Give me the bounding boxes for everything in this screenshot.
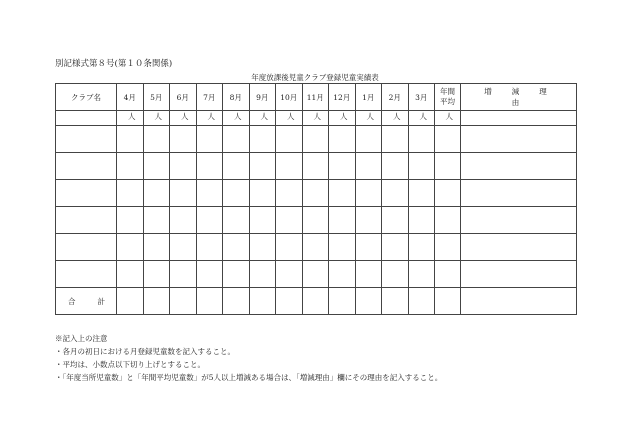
month-count-cell[interactable] xyxy=(143,126,170,153)
note-item: ・各月の初日における月登録児童数を記入すること。 xyxy=(55,347,235,356)
total-count-cell[interactable] xyxy=(276,288,303,315)
month-count-cell[interactable] xyxy=(143,180,170,207)
month-count-cell[interactable] xyxy=(329,153,356,180)
month-count-cell[interactable] xyxy=(276,126,303,153)
total-count-cell[interactable] xyxy=(117,288,144,315)
month-count-cell[interactable] xyxy=(276,234,303,261)
unit-cell[interactable]: 人 xyxy=(117,111,144,126)
month-count-cell[interactable] xyxy=(302,153,329,180)
club-name-cell[interactable] xyxy=(56,234,117,261)
table-row xyxy=(56,207,577,234)
month-count-cell[interactable] xyxy=(355,234,382,261)
table-row xyxy=(56,261,577,288)
annual-average-header xyxy=(435,84,461,111)
unit-cell[interactable]: 人 xyxy=(249,111,276,126)
month-count-cell[interactable] xyxy=(302,180,329,207)
month-count-cell[interactable] xyxy=(196,234,223,261)
table-row xyxy=(56,153,577,180)
month-count-cell[interactable] xyxy=(249,234,276,261)
month-count-cell[interactable] xyxy=(329,126,356,153)
month-count-cell[interactable] xyxy=(329,261,356,288)
unit-cell[interactable]: 人 xyxy=(408,111,435,126)
unit-cell[interactable]: 人 xyxy=(170,111,197,126)
club-name-cell[interactable] xyxy=(56,207,117,234)
month-count-cell[interactable] xyxy=(196,126,223,153)
month-count-cell[interactable] xyxy=(117,234,144,261)
unit-cell[interactable]: 人 xyxy=(302,111,329,126)
month-count-cell[interactable] xyxy=(170,153,197,180)
month-count-cell[interactable] xyxy=(223,180,250,207)
month-count-cell[interactable] xyxy=(329,234,356,261)
total-count-cell[interactable] xyxy=(329,288,356,315)
month-count-cell[interactable] xyxy=(355,153,382,180)
month-count-cell[interactable] xyxy=(117,207,144,234)
change-reason-cell[interactable] xyxy=(461,111,577,126)
change-reason-cell[interactable] xyxy=(461,153,577,180)
total-count-cell[interactable] xyxy=(196,288,223,315)
change-reason-cell[interactable] xyxy=(461,126,577,153)
unit-row xyxy=(56,111,577,126)
month-count-cell[interactable] xyxy=(249,126,276,153)
total-count-cell[interactable] xyxy=(170,288,197,315)
total-count-cell[interactable] xyxy=(355,288,382,315)
note-item: ・平均は、小数点以下切り上げとすること。 xyxy=(55,360,205,369)
month-count-cell[interactable] xyxy=(170,234,197,261)
club-name-cell[interactable] xyxy=(56,153,117,180)
month-count-cell[interactable] xyxy=(382,153,409,180)
month-header: 4月 xyxy=(117,84,144,111)
month-count-cell[interactable] xyxy=(249,180,276,207)
month-count-cell[interactable] xyxy=(196,180,223,207)
month-count-cell[interactable] xyxy=(276,180,303,207)
month-count-cell[interactable] xyxy=(329,180,356,207)
month-count-cell[interactable] xyxy=(355,126,382,153)
month-count-cell[interactable] xyxy=(223,207,250,234)
annual-average-cell[interactable] xyxy=(435,234,461,261)
month-count-cell[interactable] xyxy=(143,261,170,288)
month-count-cell[interactable] xyxy=(196,207,223,234)
table-body xyxy=(56,111,577,315)
month-count-cell[interactable] xyxy=(117,153,144,180)
month-count-cell[interactable] xyxy=(408,180,435,207)
annual-average-cell[interactable] xyxy=(435,261,461,288)
month-count-cell[interactable] xyxy=(408,234,435,261)
unit-cell[interactable]: 人 xyxy=(143,111,170,126)
club-name-cell[interactable] xyxy=(56,111,117,126)
month-count-cell[interactable] xyxy=(170,207,197,234)
month-count-cell[interactable] xyxy=(223,261,250,288)
header-row xyxy=(56,84,577,111)
club-name-cell[interactable] xyxy=(56,180,117,207)
club-name-header: クラブ名 xyxy=(56,84,117,111)
month-header: 8月 xyxy=(223,84,250,111)
month-header: 9月 xyxy=(249,84,276,111)
notes-section xyxy=(55,332,442,384)
month-count-cell[interactable] xyxy=(276,207,303,234)
month-header: 10月 xyxy=(276,84,303,111)
month-count-cell[interactable] xyxy=(223,126,250,153)
month-count-cell[interactable] xyxy=(329,207,356,234)
month-count-cell[interactable] xyxy=(117,261,144,288)
month-count-cell[interactable] xyxy=(249,261,276,288)
month-count-cell[interactable] xyxy=(408,261,435,288)
month-count-cell[interactable] xyxy=(382,234,409,261)
month-count-cell[interactable] xyxy=(355,207,382,234)
total-count-cell[interactable] xyxy=(302,288,329,315)
month-header: 7月 xyxy=(196,84,223,111)
month-count-cell[interactable] xyxy=(196,153,223,180)
total-count-cell[interactable] xyxy=(249,288,276,315)
change-reason-header: 増減理由 xyxy=(461,84,577,111)
total-label-b: 計 xyxy=(97,296,105,306)
total-count-cell[interactable] xyxy=(382,288,409,315)
change-reason-cell[interactable] xyxy=(461,261,577,288)
month-header: 2月 xyxy=(382,84,409,111)
registration-table xyxy=(55,83,577,315)
annual-average-cell[interactable] xyxy=(435,153,461,180)
month-count-cell[interactable] xyxy=(223,234,250,261)
total-count-cell[interactable] xyxy=(408,288,435,315)
month-count-cell[interactable] xyxy=(408,207,435,234)
month-header: 3月 xyxy=(408,84,435,111)
change-reason-cell[interactable] xyxy=(461,180,577,207)
total-count-cell[interactable] xyxy=(223,288,250,315)
club-name-cell[interactable] xyxy=(56,261,117,288)
note-item: ・「年度当所児童数」と「年間平均児童数」が5人以上増減ある場合は、「増減理由」欄にその理由を記入すること。 xyxy=(55,373,443,382)
month-count-cell[interactable] xyxy=(196,261,223,288)
unit-cell[interactable]: 人 xyxy=(382,111,409,126)
table-row xyxy=(56,234,577,261)
annual-average-cell[interactable] xyxy=(435,207,461,234)
total-average-cell[interactable] xyxy=(435,288,461,315)
month-count-cell[interactable] xyxy=(355,261,382,288)
month-count-cell[interactable] xyxy=(249,207,276,234)
annual-average-header-line2: 平均 xyxy=(440,97,455,106)
table-row xyxy=(56,126,577,153)
month-count-cell[interactable] xyxy=(382,261,409,288)
month-count-cell[interactable] xyxy=(223,153,250,180)
doc-title: 年度放課後児童クラブ登録児童実績表 xyxy=(251,73,379,82)
month-count-cell[interactable] xyxy=(143,207,170,234)
annual-average-header-line1: 年間 xyxy=(440,87,455,96)
change-reason-cell[interactable] xyxy=(461,234,577,261)
unit-cell[interactable]: 人 xyxy=(223,111,250,126)
month-count-cell[interactable] xyxy=(382,180,409,207)
change-reason-cell[interactable] xyxy=(461,288,577,315)
month-header: 5月 xyxy=(143,84,170,111)
month-count-cell[interactable] xyxy=(276,261,303,288)
annual-average-cell[interactable] xyxy=(435,126,461,153)
month-count-cell[interactable] xyxy=(382,126,409,153)
month-count-cell[interactable] xyxy=(170,126,197,153)
unit-cell[interactable]: 人 xyxy=(276,111,303,126)
total-count-cell[interactable] xyxy=(143,288,170,315)
club-name-cell[interactable] xyxy=(56,126,117,153)
month-count-cell[interactable] xyxy=(170,261,197,288)
month-count-cell[interactable] xyxy=(143,153,170,180)
table-row xyxy=(56,180,577,207)
annual-average-cell[interactable] xyxy=(435,180,461,207)
total-label xyxy=(56,288,117,315)
month-count-cell[interactable] xyxy=(302,261,329,288)
total-row xyxy=(56,288,577,315)
unit-cell[interactable]: 人 xyxy=(435,111,461,126)
change-reason-cell[interactable] xyxy=(461,207,577,234)
notes-heading: ※記入上の注意 xyxy=(55,334,108,343)
month-count-cell[interactable] xyxy=(408,126,435,153)
month-header: 11月 xyxy=(302,84,329,111)
month-count-cell[interactable] xyxy=(302,234,329,261)
month-count-cell[interactable] xyxy=(117,180,144,207)
unit-cell[interactable]: 人 xyxy=(355,111,382,126)
month-count-cell[interactable] xyxy=(249,153,276,180)
form-label: 別記様式第８号(第１０条関係) xyxy=(55,59,173,69)
month-count-cell[interactable] xyxy=(117,126,144,153)
month-count-cell[interactable] xyxy=(408,153,435,180)
month-header: 6月 xyxy=(170,84,197,111)
month-count-cell[interactable] xyxy=(276,153,303,180)
month-header: 1月 xyxy=(355,84,382,111)
month-count-cell[interactable] xyxy=(302,126,329,153)
month-count-cell[interactable] xyxy=(170,180,197,207)
month-count-cell[interactable] xyxy=(143,234,170,261)
month-header: 12月 xyxy=(329,84,356,111)
month-count-cell[interactable] xyxy=(382,207,409,234)
total-label-a: 合 xyxy=(68,296,76,306)
unit-cell[interactable]: 人 xyxy=(196,111,223,126)
month-count-cell[interactable] xyxy=(355,180,382,207)
month-count-cell[interactable] xyxy=(302,207,329,234)
unit-cell[interactable]: 人 xyxy=(329,111,356,126)
